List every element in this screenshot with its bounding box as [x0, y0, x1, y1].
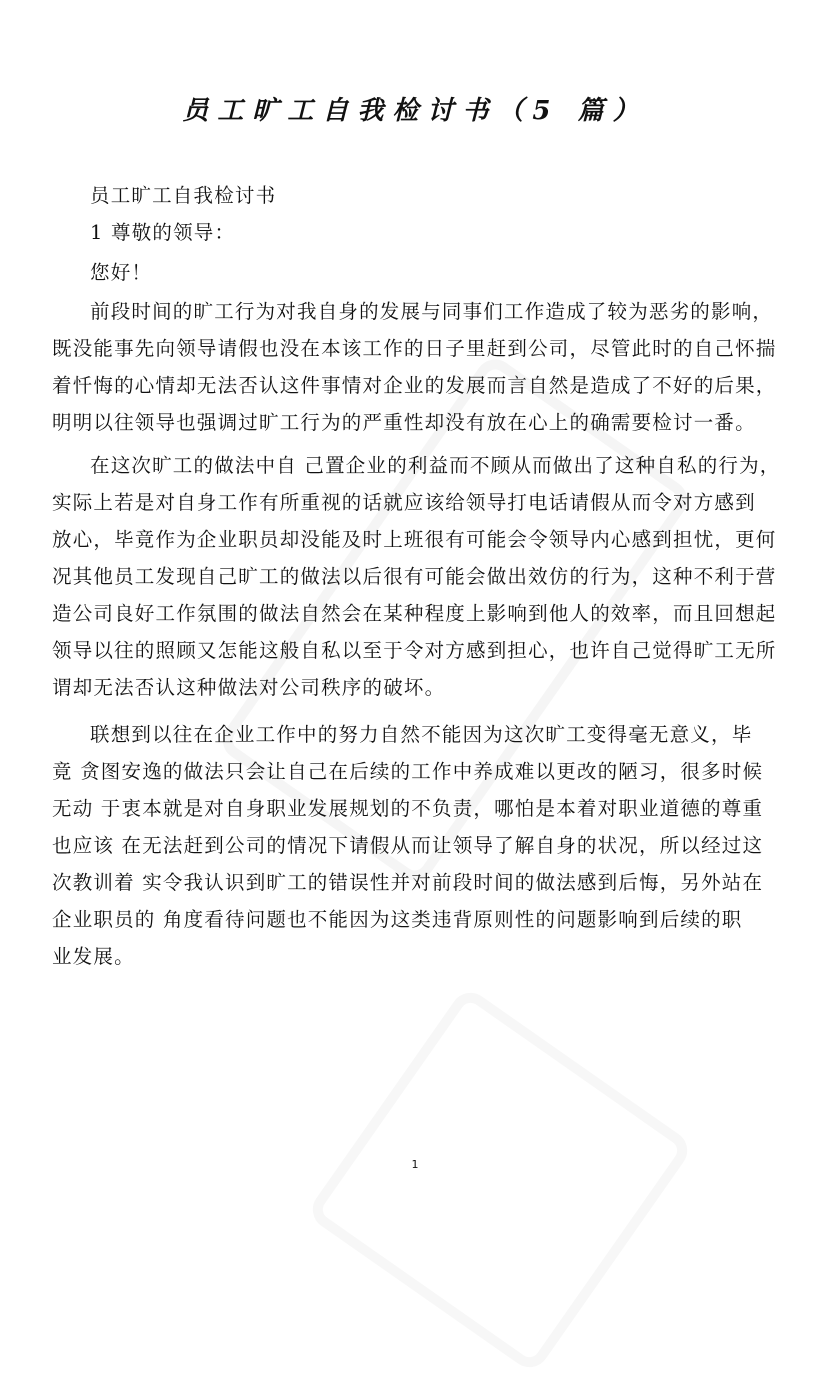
paragraph-line: 在这次旷工的做法中自 己置企业的利益而不顾从而做出了这种自私的行为， — [90, 454, 781, 477]
paragraph-line: 况其他员工发现自己旷工的做法以后很有可能会做出效仿的行为，这种不利于营 — [52, 565, 777, 588]
paragraph-line: 次教训着 实令我认识到旷工的错误性并对前段时间的做法感到后悔，另外站在 — [52, 871, 764, 894]
paragraph-line: 放心，毕竟作为企业职员却没能及时上班很有可能会令领导内心感到担忧，更何 — [52, 528, 777, 551]
paragraph-line: 明明以往领导也强调过旷工行为的严重性却没有放在心上的确需要检讨一番。 — [52, 411, 756, 434]
paragraph-line: 领导以往的照顾又怎能这般自私以至于令对方感到担心，也许自己觉得旷工无所 — [52, 639, 777, 662]
paragraph-line: 业发展。 — [52, 945, 135, 968]
paragraph-line: 竟 贪图安逸的做法只会让自己在后续的工作中养成难以更改的陋习，很多时候 — [52, 760, 764, 783]
salutation: 1 尊敬的领导： — [90, 221, 236, 244]
paragraph-line: 联想到以往在企业工作中的努力自然不能因为这次旷工变得毫无意义，毕 — [90, 723, 753, 746]
page-number: 1 — [411, 1158, 419, 1171]
paragraph-line: 前段时间的旷工行为对我自身的发展与同事们工作造成了较为恶劣的影响， — [90, 300, 774, 323]
paragraph-line: 企业职员的 角度看待问题也不能因为这类违背原则性的问题影响到后续的职 — [52, 908, 743, 931]
greeting: 您好！ — [90, 261, 153, 284]
document-title: 员工旷工自我检讨书（5 篇） — [182, 96, 648, 126]
paragraph-line: 也应该 在无法赶到公司的情况下请假从而让领导了解自身的状况，所以经过这 — [52, 834, 764, 857]
watermark-shape — [305, 985, 695, 1375]
paragraph-line: 着忏悔的心情却无法否认这件事情对企业的发展而言自然是造成了不好的后果， — [52, 374, 777, 397]
paragraph-line: 无动 于衷本就是对自身职业发展规划的不负责，哪怕是本着对职业道德的尊重 — [52, 797, 764, 820]
paragraph-line: 造公司良好工作氛围的做法自然会在某种程度上影响到他人的效率，而且回想起 — [52, 602, 777, 625]
paragraph-line: 既没能事先向领导请假也没在本该工作的日子里赶到公司，尽管此时的自己怀揣 — [52, 337, 777, 360]
subtitle: 员工旷工自我检讨书 — [90, 184, 277, 207]
paragraph-line: 实际上若是对自身工作有所重视的话就应该给领导打电话请假从而令对方感到 — [52, 491, 756, 514]
paragraph-line: 谓却无法否认这种做法对公司秩序的破坏。 — [52, 676, 446, 699]
